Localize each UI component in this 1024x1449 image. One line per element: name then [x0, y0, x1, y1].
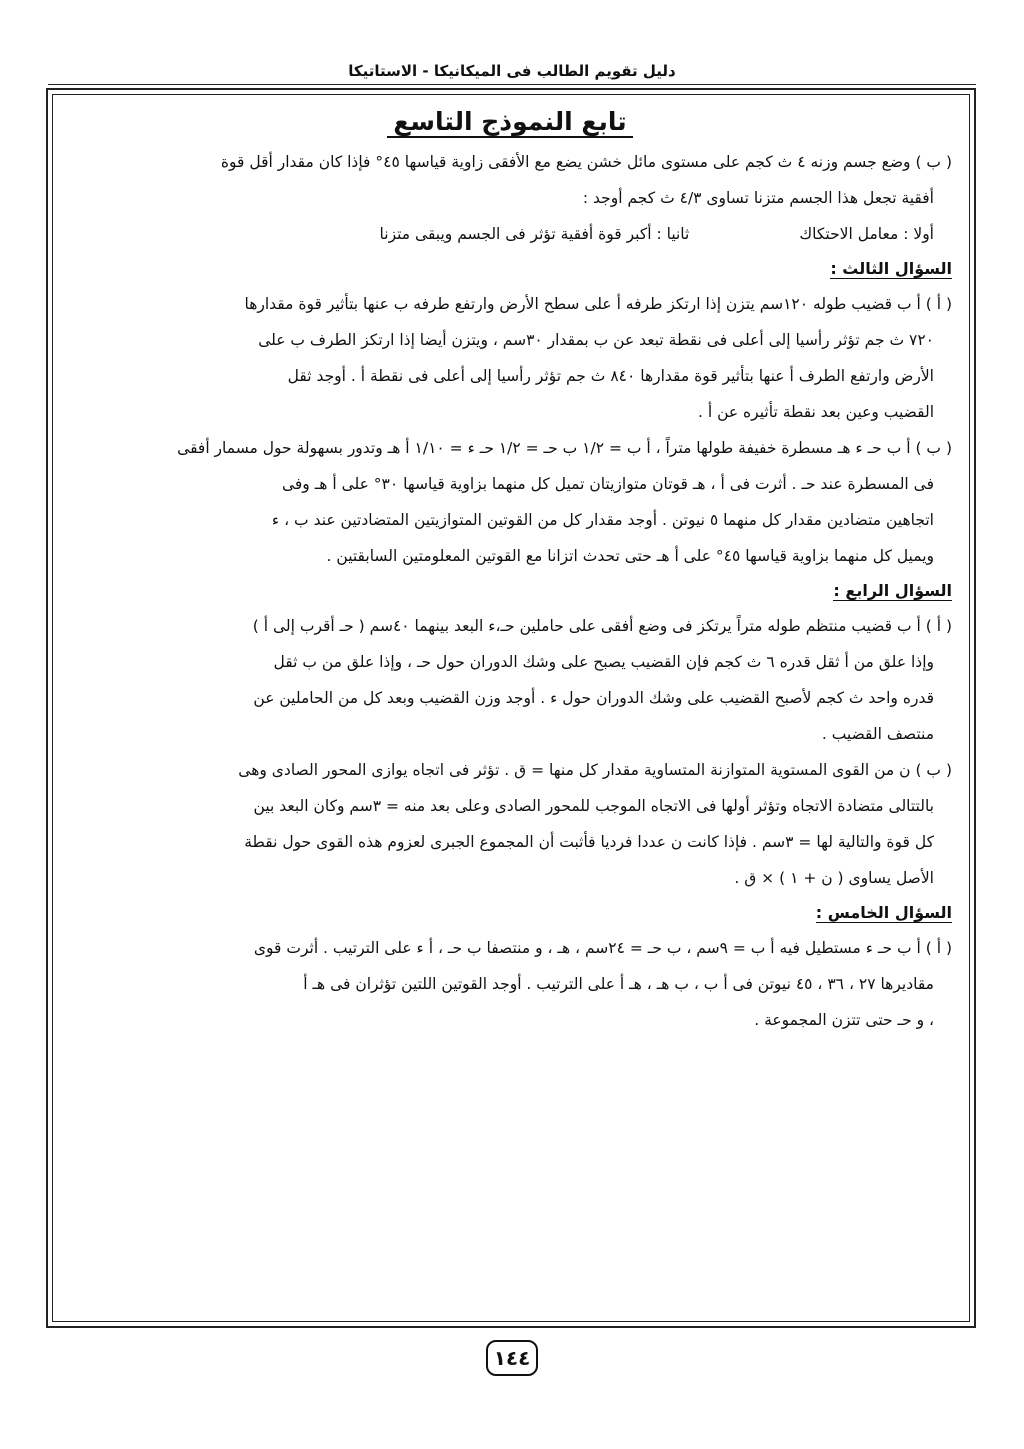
q5-title: السؤال الخامس : — [815, 903, 952, 922]
q4-title: السؤال الرابع : — [833, 581, 952, 600]
page-number: ١٤٤ — [486, 1340, 538, 1376]
q4a-line-2: وإذا علق من أ ثقل قدره ٦ ث كجم فإن القضيب يصبح على وشك الدوران حول حـ ، وإذا علق من ب ثقل — [273, 653, 934, 671]
q4a-line-3: قدره واحد ث كجم لأصبح القضيب على وشك الدوران حول ء . أوجد وزن القضيب وبعد كل من الحاملين عن — [253, 689, 934, 707]
q2b-part-1: أولا : معامل الاحتكاك — [799, 225, 934, 243]
q5a-line-1: ( أ ) أ ب حـ ء مستطيل فيه أ ب = ٩سم ، ب حـ = ٢٤سم ، هـ ، و منتصفا ب حـ ، أ ء على الترتيب . أثرت قوى — [253, 939, 952, 957]
q5a-line-3: ، و حـ حتى تتزن المجموعة . — [754, 1011, 934, 1029]
q3b-line-2: فى المسطرة عند حـ . أثرت فى أ ، هـ قوتان متوازيتان تميل كل منهما بزاوية قياسها ٣٠° على أ هـ وفى — [281, 475, 934, 493]
q4b-line-4: الأصل يساوى ( ن + ١ ) × ق . — [734, 869, 934, 887]
q2b-parts — [68, 216, 952, 252]
q4b-line-3: كل قوة والتالية لها = ٣سم . فإذا كانت ن عددا فرديا فأثبت أن المجموع الجبرى لعزوم هذه القوى حول نقطة — [244, 833, 934, 851]
page-title: تابع النموذج التاسع — [68, 100, 952, 144]
q3a-line-2: ٧٢٠ ث جم تؤثر رأسيا إلى أعلى فى نقطة تبعد عن ب بمقدار ٣٠سم ، ويتزن أيضا إذا ارتكز الطرف ب على — [258, 331, 934, 349]
q3b-line-4: ويميل كل منهما بزاوية قياسها ٤٥° على أ هـ حتى تحدث اتزانا مع القوتين المعلومتين السابقتين . — [326, 547, 934, 565]
q3-title: السؤال الثالث : — [830, 259, 952, 278]
q2b-line-1: ( ب ) وضع جسم وزنه ٤ ث كجم على مستوى مائل خشن يضع مع الأفقى زاوية قياسها ٤٥° فإذا كان مقدار أقل قوة — [220, 153, 952, 171]
q4a-line-4: منتصف القضيب . — [821, 725, 934, 743]
q3a-line-3: الأرض وارتفع الطرف أ عنها بتأثير قوة مقدارها ٨٤٠ ث جم تؤثر رأسيا إلى أعلى فى نقطة أ . أوجد ثقل — [287, 367, 934, 385]
q4b-line-2: بالتتالى متضادة الاتجاه وتؤثر أولها فى الاتجاه الموجب للمحور الصادى وعلى بعد منه = ٣سم وكان البعد بين — [253, 797, 934, 815]
q3b-line-3: اتجاهين متضادين مقدار كل منهما ٥ نيوتن . أوجد مقدار كل من القوتين المتوازيتين المتضادتين عند ب ، ء — [271, 511, 934, 529]
q4a-line-1: ( أ ) أ ب قضيب منتظم طوله متراً يرتكز فى وضع أفقى على حاملين حـ،ء البعد بينهما ٤٠سم ( حـ أقرب إلى أ ) — [252, 617, 952, 635]
q3b-line-1: ( ب ) أ ب حـ ء هـ مسطرة خفيفة طولها متراً ، أ ب = ١/٢ ب حـ = ١/٢ حـ ء = ١/١٠ أ هـ وتدور بسهولة حول مسمار أفقى — [177, 439, 952, 457]
q5a-line-2: مقاديرها ٢٧ ، ٣٦ ، ٤٥ نيوتن فى أ ب ، ب هـ ، هـ أ على الترتيب . أوجد القوتين اللتين تؤثران فى هـ أ — [303, 975, 934, 993]
q4b-line-1: ( ب ) ن من القوى المستوية المتوازنة المتساوية مقدار كل منها = ق . تؤثر فى اتجاه يوازى المحور الصادى وهى — [238, 761, 952, 779]
q3a-line-4: القضيب وعين بعد نقطة تأثيره عن أ . — [698, 403, 934, 421]
q2b-part-2: ثانيا : أكبر قوة أفقية تؤثر فى الجسم ويبقى متزنا — [379, 225, 690, 243]
page-content — [68, 100, 952, 1038]
running-header: دليل تقويم الطالب فى الميكانيكا - الاستاتيكا — [348, 62, 676, 80]
q3a-line-1: ( أ ) أ ب قضيب طوله ١٢٠سم يتزن إذا ارتكز طرفه أ على سطح الأرض وارتفع طرفه ب عنها بتأثير قوة مقدارها — [244, 295, 952, 313]
q2b-line-2: أفقية تجعل هذا الجسم متزنا تساوى ٤/٣ ث كجم أوجد : — [582, 189, 934, 207]
header-rule — [48, 84, 976, 85]
